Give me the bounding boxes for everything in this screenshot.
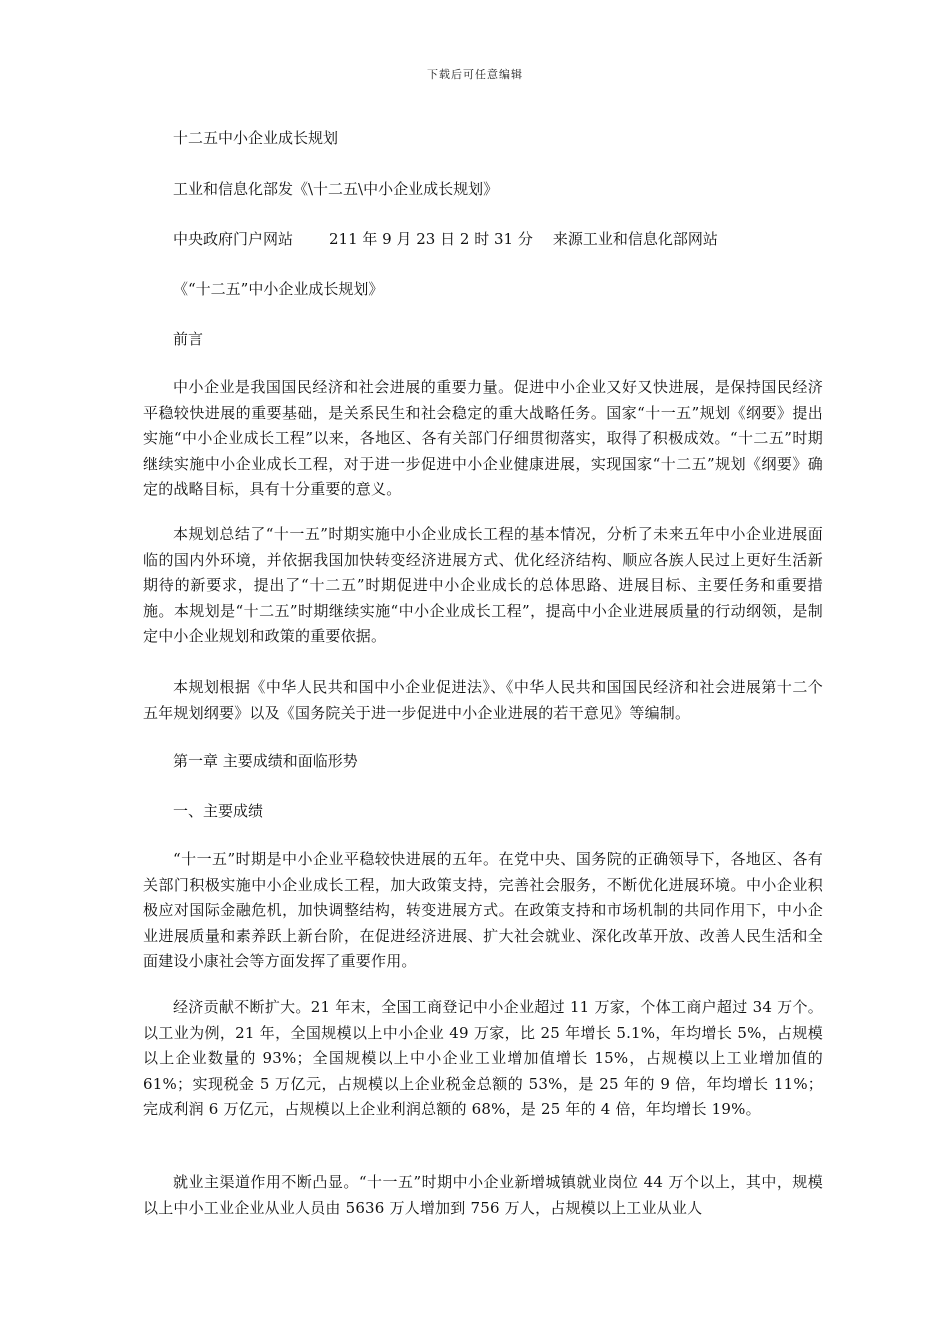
paragraph: 本规划根据《中华人民共和国中小企业促进法》、《中华人民共和国国民经济和社会进展第十二个五年规划纲要》以及《国务院关于进一步促进中小企业进展的若干意见》等编制。: [143, 678, 823, 722]
doc-title: 《“十二五”中小企业成长规划》: [173, 280, 384, 298]
section-heading: 一、主要成绩: [173, 802, 264, 820]
paragraph: “十一五”时期是中小企业平稳较快进展的五年。在党中央、国务院的正确领导下，各地区、各有关部门积极实施中小企业成长工程，加大政策支持，完善社会服务，不断优化进展环境。中小企业积极应对国际金融危机，加快调整结构，转变进展方式。在政策支持和市场机制的共同作用下，中小企业进展质量和素养跃上新台阶，在促进经济进展、扩大社会就业、深化改革开放、改善人民生活和全面建设小康社会等方面发挥了重要作用。: [143, 850, 823, 970]
document-title: 十二五中小企业成长规划: [173, 129, 339, 147]
paragraph: 就业主渠道作用不断凸显。“十一五”时期中小企业新增城镇就业岗位 44 万个以上，其中，规模以上中小工业企业从业人员由 5636 万人增加到 756 万人，占规模以上工业从业人: [143, 1173, 823, 1217]
paragraph: 中小企业是我国国民经济和社会进展的重要力量。促进中小企业又好又快进展，是保持国民经济平稳较快进展的重要基础，是关系民生和社会稳定的重大战略任务。国家“十一五”规划《纲要》提出实施“中小企业成长工程”以来，各地区、各有关部门仔细贯彻落实，取得了积极成效。“十二五”时期继续实施中小企业成长工程，对于进一步促进中小企业健康进展，实现国家“十二五”规划《纲要》确定的战略目标，具有十分重要的意义。: [143, 378, 823, 498]
paragraph: 本规划总结了“十一五”时期实施中小企业成长工程的基本情况，分析了未来五年中小企业进展面临的国内外环境，并依据我国加快转变经济进展方式、优化经济结构、顺应各族人民过上更好生活新期待的新要求，提出了“十二五”时期促进中小企业成长的总体思路、进展目标、主要任务和重要措施。本规划是“十二五”时期继续实施“中小企业成长工程”，提高中小企业进展质量的行动纲领，是制定中小企业规划和政策的重要依据。: [143, 525, 823, 645]
meta-line: [173, 228, 718, 250]
header-note: 下载后可任意编辑: [427, 68, 523, 81]
notice-line: 工业和信息化部发《\十二五\中小企业成长规划》: [173, 180, 499, 198]
meta-source: 来源工业和信息化部网站: [552, 230, 718, 248]
paragraph: 经济贡献不断扩大。21 年末，全国工商登记中小企业超过 11 万家，个体工商户超过 34 万个。以工业为例，21 年，全国规模以上中小企业 49 万家，比 25 年增长 5.1%，年均增长 5%，占规模以上企业数量的 93%；全国规模以上中小企业工业增加值增长 15%，占规模以上工业增加值的 61%；实现税金 5 万亿元，占规模以上企业税金总额的 53%，是 25 年的 9 倍，年均增长 11%；完成利润 6 万亿元，占规模以上企业利润总额的 68%，是 25 年的 4 倍，年均增长 19%。: [143, 998, 823, 1118]
preface-heading: 前言: [173, 330, 204, 348]
meta-datetime: 211 年 9 月 23 日 2 时 31 分: [329, 230, 533, 248]
chapter-heading: 第一章 主要成绩和面临形势: [173, 752, 358, 770]
meta-site: 中央政府门户网站: [173, 230, 294, 248]
